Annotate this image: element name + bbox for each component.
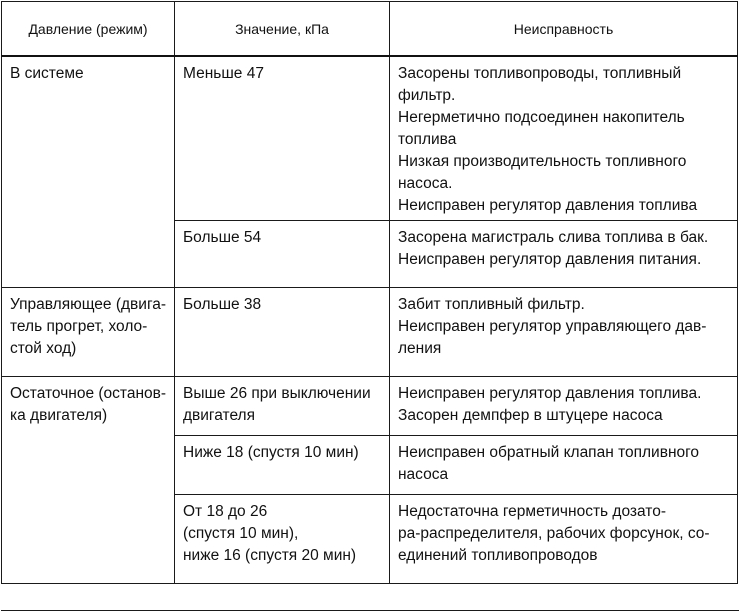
table-row bbox=[2, 377, 738, 436]
value-cell: Выше 26 при выключении двигателя bbox=[175, 377, 390, 436]
fault-cell: Неисправен регулятор давления топлива. Засорен демпфер в штуцере насоса bbox=[390, 377, 738, 436]
bottom-rule bbox=[1, 610, 739, 611]
table-row bbox=[2, 288, 738, 377]
document-page bbox=[1, 1, 739, 613]
fault-cell: Неисправен обратный клапан топливного насоса bbox=[390, 436, 738, 495]
fault-cell: Засорены топливопроводы, топливный фильтр. Негерметично подсоединен накопитель топлива Низкая производительность топливного насоса. Неисправен регулятор давления топлива bbox=[390, 56, 738, 221]
value-cell: Меньше 47 bbox=[175, 56, 390, 221]
mode-cell-residual: Остаточное (останов- ка двигателя) bbox=[2, 377, 175, 584]
header-mode: Давление (режим) bbox=[2, 2, 175, 57]
fault-cell: Недостаточна герметичность дозато- ра-распределителя, рабочих форсунок, со- единений топливопроводов bbox=[390, 495, 738, 584]
fuel-pressure-fault-table bbox=[1, 1, 738, 584]
value-cell: Больше 54 bbox=[175, 221, 390, 288]
value-cell: Ниже 18 (спустя 10 мин) bbox=[175, 436, 390, 495]
header-value: Значение, кПа bbox=[175, 2, 390, 57]
table-header bbox=[2, 2, 738, 57]
header-fault: Неисправность bbox=[390, 2, 738, 57]
value-cell: Больше 38 bbox=[175, 288, 390, 377]
table-body bbox=[2, 56, 738, 584]
value-cell: От 18 до 26 (спустя 10 мин), ниже 16 (спустя 20 мин) bbox=[175, 495, 390, 584]
fault-cell: Забит топливный фильтр. Неисправен регулятор управляющего дав- ления bbox=[390, 288, 738, 377]
header-row bbox=[2, 2, 738, 57]
mode-cell-control: Управляющее (двига- тель прогрет, холо- стой ход) bbox=[2, 288, 175, 377]
table-row bbox=[2, 56, 738, 221]
fault-cell: Засорена магистраль слива топлива в бак. Неисправен регулятор давления питания. bbox=[390, 221, 738, 288]
mode-cell-system: В системе bbox=[2, 56, 175, 288]
